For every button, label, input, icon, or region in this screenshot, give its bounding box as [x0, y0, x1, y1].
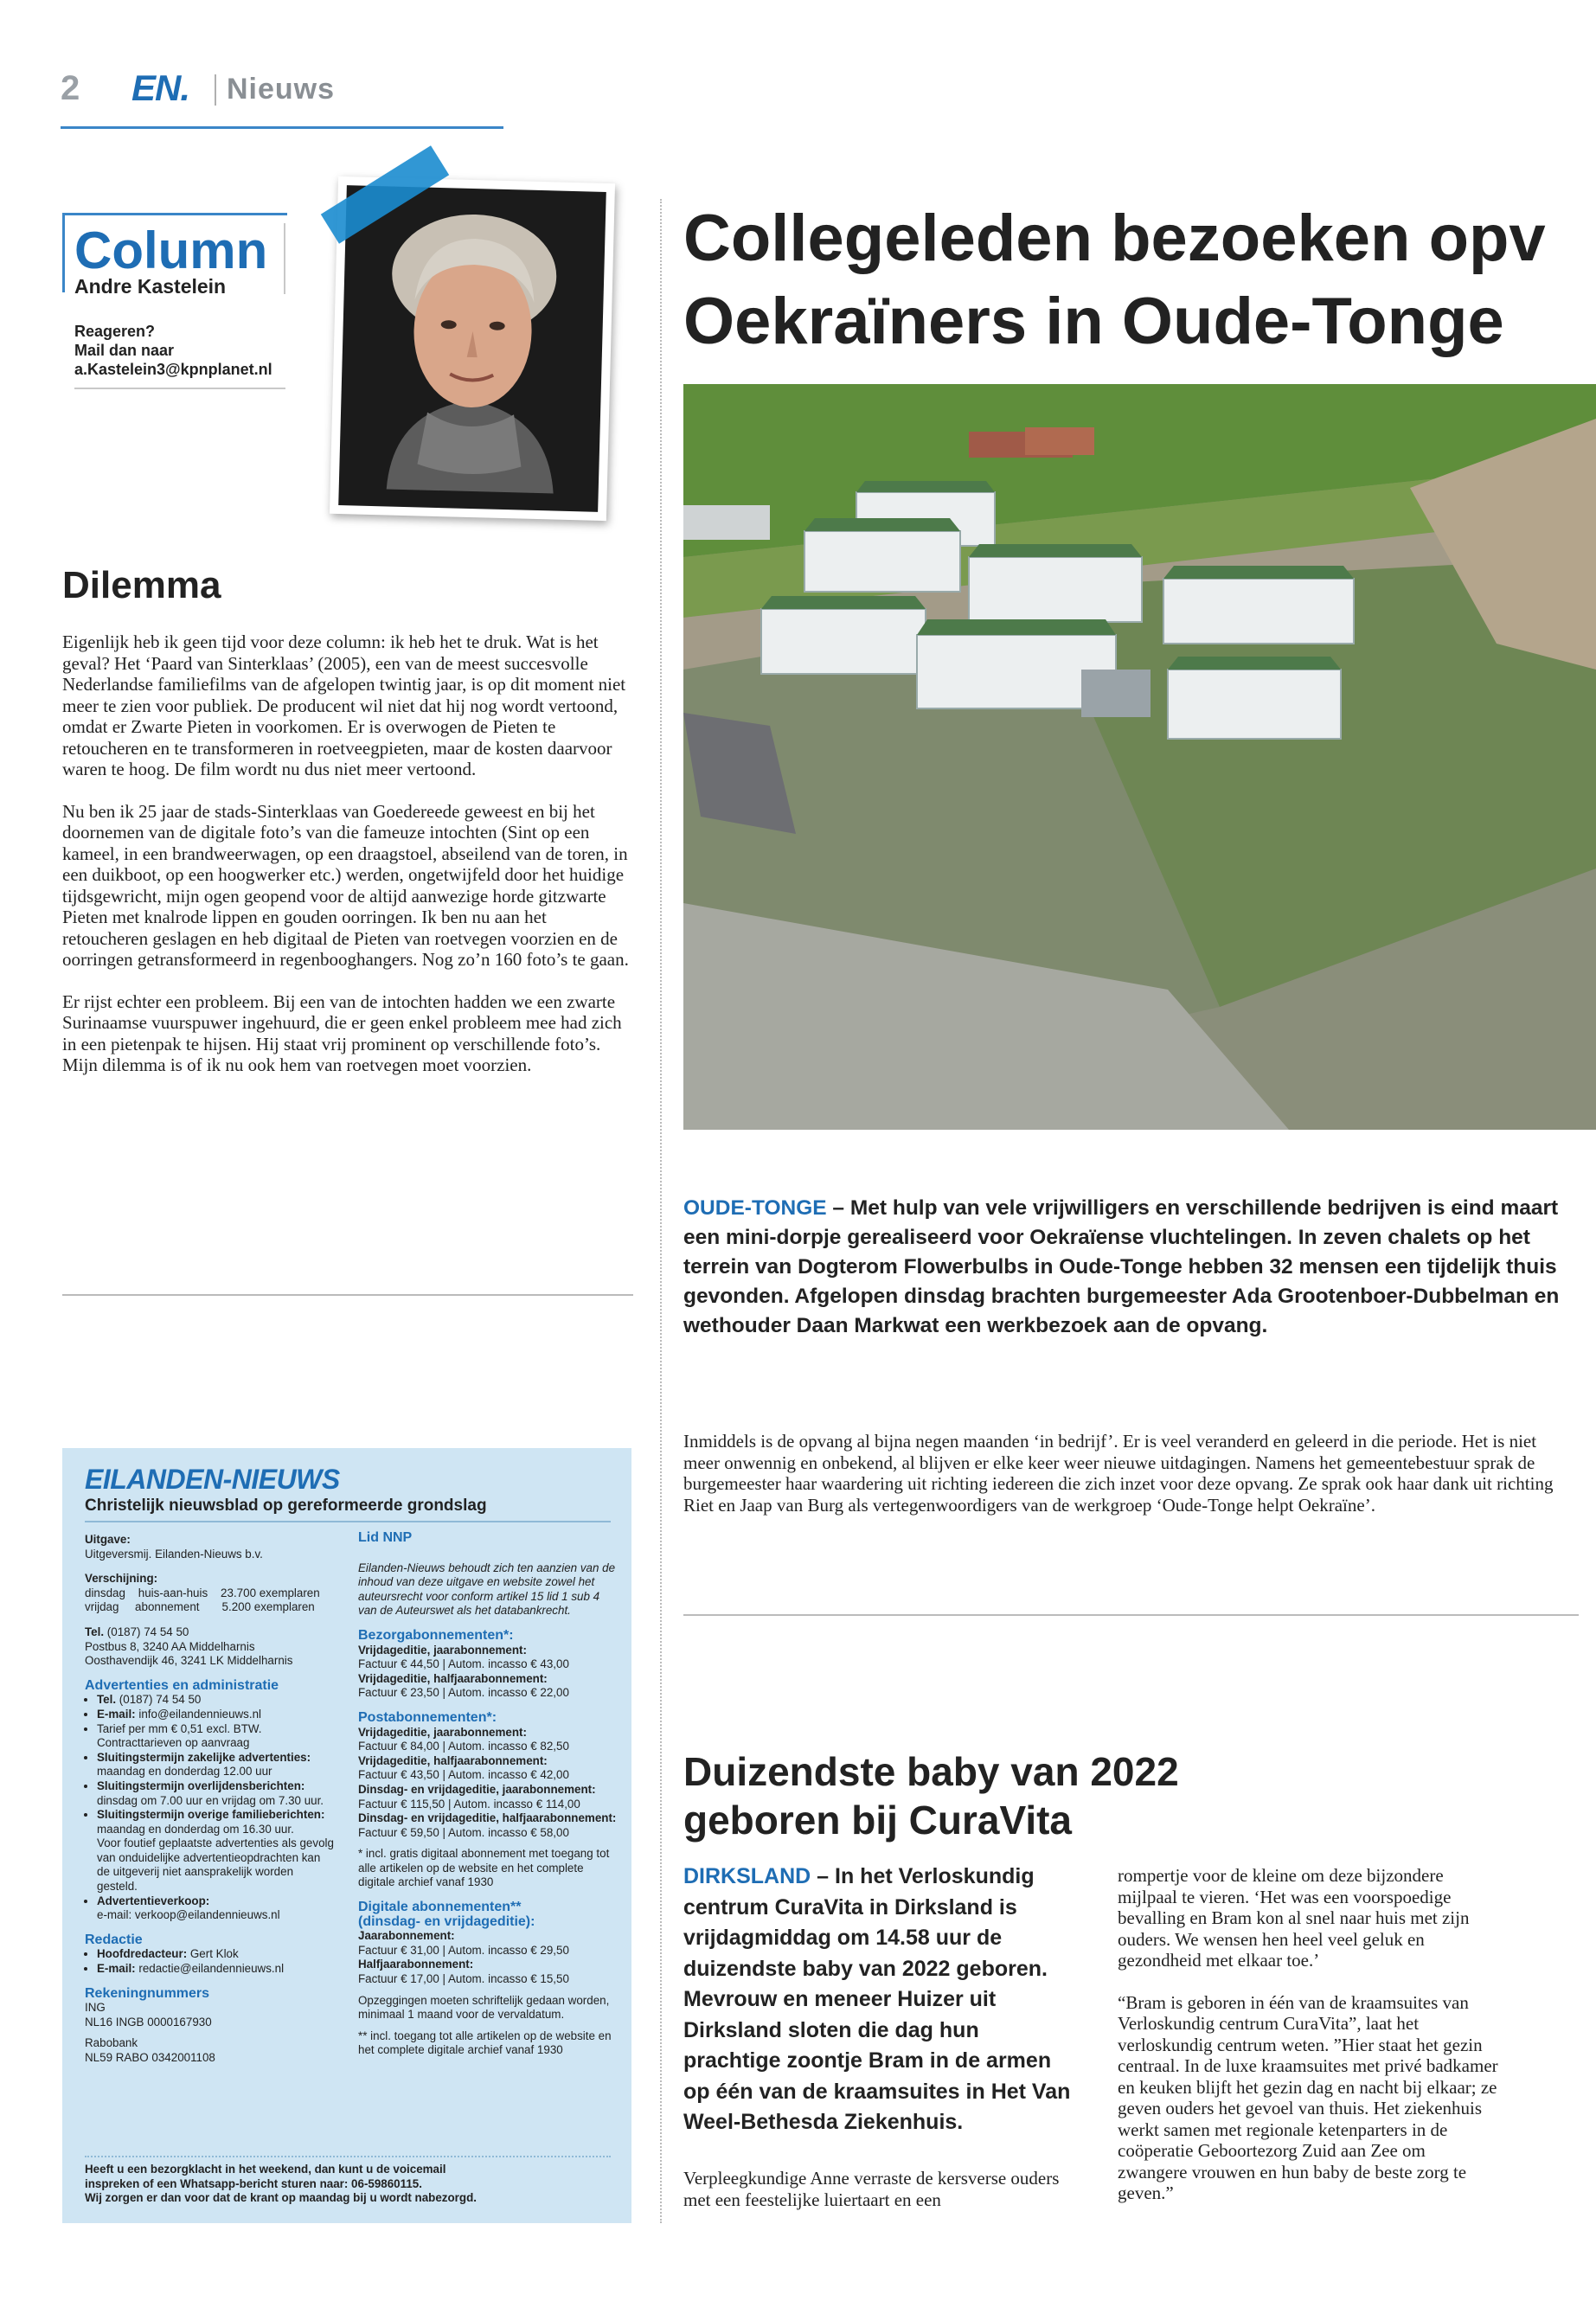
- article2-lead-text: – In het Verloskundig centrum CuraVita in Dirksland is vrijdagmiddag om 14.58 uur de duizendste baby van 2022 geboren. Mevrouw en meneer Huizer uit Dirksland sloten die dag hun prachtige zoontje Bram in de armen op één van de kraamsuites in Het Van Weel-Bethesda Ziekenhuis.: [683, 1864, 1071, 2134]
- price-label: Vrijdageditie, jaarabonnement:: [358, 1643, 527, 1657]
- redactie-email: [97, 1962, 336, 1977]
- article2-body-continued: [1118, 1865, 1498, 2225]
- column-author: Andre Kastelein: [74, 275, 227, 298]
- author-photo: [330, 176, 615, 521]
- verkoop-email-link[interactable]: e-mail: verkoop@eilandennieuws.nl: [97, 1908, 280, 1922]
- price-label: Vrijdageditie, jaarabonnement:: [358, 1725, 527, 1739]
- opzeg-note: Opzeggingen moeten schriftelijk gedaan worden, minimaal 1 maand voor de vervaldatum.: [358, 1993, 610, 2022]
- copyright-notice: Eilanden-Nieuws behoudt zich ten aanzien van de inhoud van deze uitgave en website zowel het auteursrecht voor conform artikel 15 lid 1 sub 4 van de Auteurswet als het databankrecht.: [358, 1561, 616, 1618]
- footer-line: inspreken of een Whatsapp-bericht sturen naar: 06-59860115.: [85, 2176, 422, 2190]
- article1-headline-line2: Oekraïners in Oude-Tonge: [683, 285, 1504, 358]
- tel-label: Tel.: [85, 1625, 105, 1638]
- digital-note: ** incl. toegang tot alle artikelen op de website en het complete digitale archief vanaf 1930: [358, 2029, 612, 2057]
- column-contact: [74, 322, 272, 379]
- article2-paragraph: rompertje voor de kleine om deze bijzondere mijlpaal te vieren. ‘Het was een voorspoedige bevalling en Bram kon al snel naar huis met zijn ouders. We wensen hen heel veel geluk en gezondheid met elkaar toe.’: [1118, 1865, 1470, 1971]
- price-value: Factuur € 84,00 | Autom. incasso € 82,50: [358, 1740, 569, 1753]
- rekening-header: Rekeningnummers: [85, 1985, 210, 2001]
- article1-body: Inmiddels is de opvang al bijna negen maanden ‘in bedrijf’. Er is veel veranderd en geleerd in die periode. Het is niet meer onwennig en onbekend, al blijven er elke keer weer nieuwe uitdagingen. Namens het gemeentebestuur sprak de burgemeester haar waardering uit richting iedereen die zich inzet voor deze opvang. Ze sprak ook haar dank uit richting Riet en Jaap van Burg als vertegenwoordigers van de werkgroep ‘Oude-Tonge helpt Oekraïne’.: [683, 1431, 1554, 1516]
- bezorg-header: Bezorgabonnementen*:: [358, 1627, 514, 1643]
- column-paragraph: Er rijst echter een probleem. Bij een van de intochten hadden we een zwarte Surinaamse vuurspuwer ingehuurd, die er geen enkel probleem mee had zich in een pietenpak te hijsen. Hij staat vrij prominent op verschillende foto’s. Mijn dilemma is of ik nu ook hem van roetvegen moet voorzien.: [62, 990, 622, 1075]
- adv-tel-value: (0187) 74 54 50: [116, 1693, 202, 1707]
- sluit-zak-value: maandag en donderdag 12.00 uur: [97, 1765, 272, 1779]
- article1-kicker: OUDE-TONGE: [683, 1196, 827, 1220]
- price-label: Jaarabonnement:: [358, 1929, 455, 1943]
- digital-header: Digitale abonnementen**: [358, 1900, 522, 1915]
- colophon-left: [85, 1533, 336, 2066]
- column-body: [62, 631, 633, 1097]
- verschijning-row: vrijdag abonnement 5.200 exemplaren: [85, 1600, 315, 1614]
- hoofdred-label: Hoofdredacteur:: [97, 1947, 188, 1961]
- foutief-note: Voor foutief geplaatste advertenties als gevolg van onduidelijke advertentieopdrachten kan de uitgeverij niet aansprakelijk worden gesteld.: [97, 1836, 334, 1894]
- adv-email: [97, 1708, 336, 1722]
- uitgave: Uitgeversmij. Eilanden-Nieuws b.v.: [85, 1547, 263, 1561]
- section-label: Nieuws: [227, 73, 336, 106]
- column-paragraph: Eigenlijk heb ik geen tijd voor deze column: ik heb het te druk. Wat is het geval? Het ‘Paard van Sinterklaas’ (2005), een van de meest succesvolle Nederlandse familiefilms van de afgelopen twintig jaar, is op dit moment niet meer te zien voor publiek. De producent wil niet dat hij nog wordt vertoond, omdat er Zwarte Pieten in voorkomen. Er is overwogen de Pieten te retoucheren en te transformeren in roetveegpieten, maar de kosten daarvoor waren te hoog. De film wordt nu dus niet meer vertoond.: [62, 631, 626, 779]
- verkoop-label: Advertentieverkoop:: [97, 1894, 210, 1907]
- article1-headline-line1: Collegeleden bezoeken opv: [683, 202, 1546, 275]
- adv-tarief-text-2: Contracttarieven op aanvraag: [97, 1736, 250, 1750]
- article2-lead: [683, 1862, 1073, 2138]
- bank-name: Rabobank: [85, 2036, 138, 2050]
- adv-tel-label: Tel.: [97, 1693, 117, 1707]
- hoofdred-value: Gert Klok: [187, 1947, 239, 1961]
- sluit-overl-label: Sluitingstermijn overlijdensberichten:: [97, 1779, 305, 1792]
- price-value: Factuur € 31,00 | Autom. incasso € 29,50: [358, 1943, 569, 1957]
- column-top-rule: [62, 213, 287, 215]
- uitgave-label: Uitgave:: [85, 1533, 131, 1546]
- price-value: Factuur € 17,00 | Autom. incasso € 15,50: [358, 1972, 569, 1986]
- colophon: [62, 1448, 631, 2223]
- lid-nnp: Lid NNP: [358, 1530, 413, 1545]
- tel: (0187) 74 54 50: [104, 1625, 189, 1638]
- price-value: Factuur € 44,50 | Autom. incasso € 43,00: [358, 1657, 569, 1671]
- react-line-1: Reageren?: [74, 323, 156, 340]
- column-side-rule: [62, 213, 65, 292]
- price-value: Factuur € 23,50 | Autom. incasso € 22,00: [358, 1686, 569, 1700]
- bank-account: NL16 INGB 0000167930: [85, 2015, 212, 2029]
- page-number: 2: [61, 69, 80, 107]
- adv-tel: [97, 1693, 336, 1708]
- address-line: Oosthavendijk 46, 3241 LK Middelharnis: [85, 1654, 293, 1668]
- publication-logo: EN.: [131, 67, 190, 108]
- sluit-zak: [97, 1751, 336, 1779]
- header-rule: [61, 126, 503, 129]
- article1-lead: [683, 1194, 1574, 1341]
- price-label: Dinsdag- en vrijdageditie, halfjaarabonnement:: [358, 1811, 617, 1825]
- colophon-right: [358, 1531, 618, 2058]
- left-column-rule: [62, 1294, 633, 1296]
- colophon-footer: [85, 2163, 621, 2206]
- column-label: Column: [74, 221, 268, 279]
- adv-header: Advertenties en administratie: [85, 1677, 279, 1693]
- aerial-photo: [683, 384, 1596, 1130]
- verschijning-row: dinsdag huis-aan-huis 23.700 exemplaren: [85, 1586, 320, 1599]
- price-label: Vrijdageditie, halfjaarabonnement:: [358, 1753, 548, 1767]
- colophon-foot-rule: [85, 2156, 611, 2157]
- article2-headline-line1: Duizendste baby van 2022: [683, 1749, 1179, 1794]
- price-value: Factuur € 59,50 | Autom. incasso € 58,00: [358, 1825, 569, 1839]
- footer-line: Heeft u een bezorgklacht in het weekend, dan kunt u de voicemail: [85, 2163, 446, 2176]
- column-paragraph: Nu ben ik 25 jaar de stads-Sinterklaas van Goedereede geweest en bij het doornemen van de digitale foto’s van die fameuze intochten (Sint op een kameel, in een brandweerwagen, op een draagstoel, abseilend van de toren, in een duikboot, op een hoogwerker etc.) werden, ongetwijfeld door het huidige tijdsgewricht, mijn ogen geopend voor de altijd aanwezige horde gitzwarte Pieten met knalrode lippen en gouden oorringen. Ik ben nu aan het retoucheren geslagen en heb digitaal de Pieten van roetvegen voorzien en de oorringen getransformeerd in regenbooghangers. Nog zo’n 160 foto’s te gaan.: [62, 800, 629, 970]
- adv-verkoop: [97, 1894, 336, 1923]
- price-value: Factuur € 115,50 | Autom. incasso € 114,00: [358, 1797, 580, 1811]
- adv-tarief: [97, 1722, 336, 1751]
- article1-headline: [683, 197, 1596, 363]
- colophon-subtitle: Christelijk nieuwsblad op gereformeerde grondslag: [85, 1497, 487, 1515]
- adv-email-label: E-mail:: [97, 1707, 136, 1721]
- bank-name: ING: [85, 2001, 106, 2015]
- redactie-header: Redactie: [85, 1932, 143, 1947]
- sluit-fam-value: maandag en donderdag om 16.30 uur.: [97, 1822, 294, 1836]
- author-email-link[interactable]: a.Kastelein3@kpnplanet.nl: [74, 361, 272, 378]
- post-header: Postabonnementen*:: [358, 1709, 497, 1725]
- verschijning-label: Verschijning:: [85, 1572, 158, 1586]
- article2-paragraph: “Bram is geboren in één van de kraamsuites van Verloskundig centrum CuraVita”, laat het verloskundig centrum weten. ”Hier staat het gezin centraal. In de luxe kraamsuites met privé badkamer en keuken blijft het gezin dag en nacht bij elkaar; ze geven ouders het gevoel van thuis. Het ziekenhuis werkt samen met regionale ketenparters in de coöperatie Geboortezorg Zuid aan Zee om zwangere vrouwen en hun baby de beste zorg te geven.”: [1118, 1991, 1498, 2203]
- header-separator: [215, 74, 216, 106]
- article2-headline-line2: geboren bij CuraVita: [683, 1798, 1073, 1843]
- sluit-fam-label: Sluitingstermijn overige familieberichten:: [97, 1808, 325, 1822]
- hoofdredacteur: [97, 1947, 336, 1962]
- colophon-rule: [85, 1521, 611, 1522]
- footer-line: Wij zorgen er dan voor dat de krant op maandag bij u wordt nabezorgd.: [85, 2191, 477, 2205]
- address-line: Postbus 8, 3240 AA Middelharnis: [85, 1639, 255, 1653]
- article1-lead-text: – Met hulp van vele vrijwilligers en verschillende bedrijven is eind maart een mini-dorpje gerealiseerd voor Oekraïense vluchtelingen. In zeven chalets op het terrein van Dogterom Flowerbulbs in Oude-Tonge hebben 32 mensen een tijdelijk thuis gevonden. Afgelopen dinsdag brachten burgemeester Ada Grootenboer-Dubbelman en wethouder Daan Markwat een werkbezoek aan de opvang.: [683, 1196, 1560, 1337]
- article2-body-start: Verpleegkundige Anne verraste de kersverse ouders met een feestelijke luiertaart en een: [683, 2168, 1060, 2210]
- adv-email-link[interactable]: info@eilandennieuws.nl: [135, 1707, 262, 1721]
- column-separator: [660, 199, 662, 2223]
- adv-tarief-text: Tarief per mm € 0,51 excl. BTW.: [97, 1721, 262, 1735]
- price-label: Halfjaarabonnement:: [358, 1958, 474, 1971]
- right-column-rule: [683, 1614, 1579, 1616]
- price-label: Dinsdag- en vrijdageditie, jaarabonnement:: [358, 1782, 596, 1796]
- column-contact-rule: [74, 388, 285, 389]
- digital-header-2: (dinsdag- en vrijdageditie):: [358, 1913, 535, 1929]
- red-email-label: E-mail:: [97, 1962, 136, 1976]
- red-email-link[interactable]: redactie@eilandennieuws.nl: [135, 1962, 285, 1976]
- sluit-zak-label: Sluitingstermijn zakelijke advertenties:: [97, 1750, 311, 1764]
- article2-kicker: DIRKSLAND: [683, 1864, 811, 1888]
- column-divider: [284, 223, 285, 294]
- sluit-overl-value: dinsdag om 7.00 uur en vrijdag om 7.30 uur.: [97, 1793, 324, 1807]
- article2-headline: [683, 1747, 1341, 1844]
- price-value: Factuur € 43,50 | Autom. incasso € 42,00: [358, 1768, 569, 1782]
- sluit-overl: [97, 1779, 336, 1808]
- colophon-brand: EILANDEN-NIEUWS: [85, 1464, 340, 1495]
- post-note: * incl. gratis digitaal abonnement met toegang tot alle artikelen op de website en het complete digitale archief vanaf 1930: [358, 1847, 610, 1889]
- react-line-2: Mail dan naar: [74, 342, 175, 359]
- bank-account: NL59 RABO 0342001108: [85, 2051, 215, 2064]
- column-title: Dilemma: [62, 564, 221, 606]
- sluit-fam: [97, 1808, 336, 1894]
- price-label: Vrijdageditie, halfjaarabonnement:: [358, 1671, 548, 1685]
